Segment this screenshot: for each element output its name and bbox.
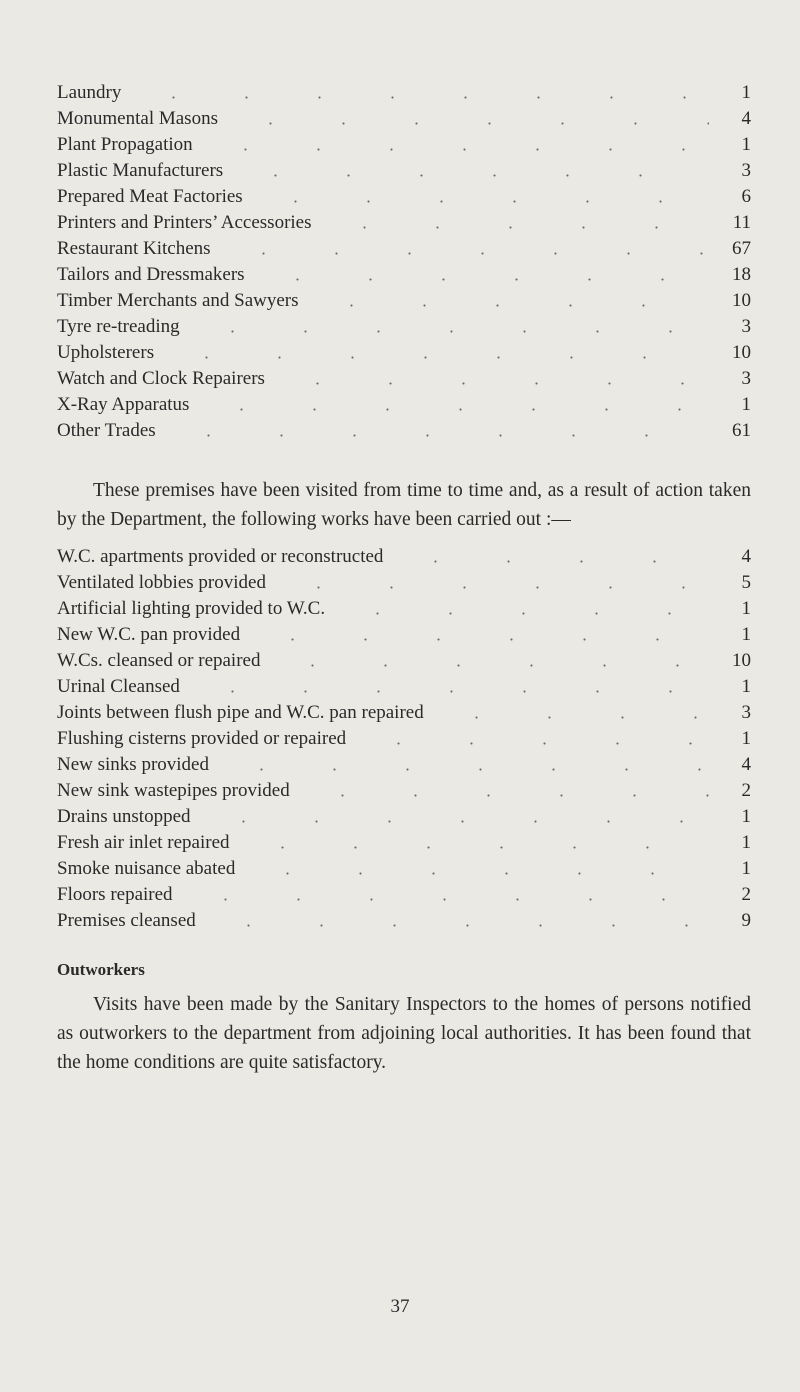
- dot-leader: [234, 113, 709, 125]
- outworkers-heading: Outworkers: [57, 960, 145, 979]
- work-row-label: New W.C. pan provided: [57, 624, 241, 645]
- trade-row-count: 61: [732, 420, 751, 441]
- trade-row-count: 3: [741, 368, 751, 389]
- work-row-label: W.Cs. cleansed or repaired: [57, 650, 261, 671]
- trade-row-label: Monumental Masons: [57, 108, 218, 129]
- work-row: [57, 700, 751, 726]
- trade-row-count: 1: [741, 82, 751, 103]
- dot-leader: [259, 191, 709, 203]
- work-row-label: Ventilated lobbies provided: [57, 572, 266, 593]
- trade-row: [57, 314, 751, 340]
- document-page: [57, 80, 751, 1077]
- trade-row-label: Restaurant Kitchens: [57, 238, 211, 259]
- work-row: [57, 674, 751, 700]
- work-row-count: 2: [741, 884, 751, 905]
- outworkers-paragraph: Visits have been made by the Sanitary Inspectors to the homes of persons notified as outworkers to the department from adjoining local authorities. It has been found that the home conditions are quite satisfactory.: [57, 994, 751, 1073]
- dot-leader: [172, 425, 709, 437]
- work-row-label: W.C. apartments provided or reconstructed: [57, 546, 384, 567]
- work-row-label: Premises cleansed: [57, 910, 196, 931]
- work-row: [57, 622, 751, 648]
- trade-row-label: Other Trades: [57, 420, 156, 441]
- work-row: [57, 882, 751, 908]
- work-row-count: 1: [741, 728, 751, 749]
- work-row-count: 4: [741, 754, 751, 775]
- work-row-count: 10: [732, 650, 751, 671]
- dot-leader: [328, 217, 709, 229]
- work-row-label: Fresh air inlet repaired: [57, 832, 230, 853]
- trade-row-label: X-Ray Apparatus: [57, 394, 190, 415]
- work-row-count: 1: [741, 806, 751, 827]
- trade-row-label: Timber Merchants and Sawyers: [57, 290, 299, 311]
- work-row-label: New sinks provided: [57, 754, 209, 775]
- work-row: [57, 726, 751, 752]
- work-row-count: 3: [741, 702, 751, 723]
- dot-leader: [315, 295, 709, 307]
- trade-row-count: 3: [741, 316, 751, 337]
- dot-leader: [227, 243, 709, 255]
- work-row-label: Artificial lighting provided to W.C.: [57, 598, 326, 619]
- trade-row: [57, 80, 751, 106]
- trade-row: [57, 106, 751, 132]
- trade-row: [57, 392, 751, 418]
- trade-row-label: Plastic Manufacturers: [57, 160, 224, 181]
- dot-leader: [440, 707, 709, 719]
- work-row-label: Smoke nuisance abated: [57, 858, 236, 879]
- trade-row: [57, 236, 751, 262]
- trade-row-count: 67: [732, 238, 751, 259]
- work-row-label: Drains unstopped: [57, 806, 191, 827]
- work-row: [57, 752, 751, 778]
- trade-row-count: 6: [741, 186, 751, 207]
- trade-row: [57, 418, 751, 444]
- dot-leader: [246, 837, 709, 849]
- work-row-count: 1: [741, 676, 751, 697]
- dot-leader: [341, 603, 709, 615]
- work-row-count: 1: [741, 832, 751, 853]
- trade-row-count: 10: [732, 342, 751, 363]
- work-row-count: 4: [741, 546, 751, 567]
- work-row: [57, 778, 751, 804]
- work-row-label: New sink wastepipes provided: [57, 780, 290, 801]
- dot-leader: [256, 629, 709, 641]
- dot-leader: [212, 915, 709, 927]
- trade-row: [57, 184, 751, 210]
- trade-row-label: Upholsterers: [57, 342, 155, 363]
- dot-leader: [281, 373, 709, 385]
- trade-row-label: Watch and Clock Repairers: [57, 368, 265, 389]
- work-row: [57, 830, 751, 856]
- work-row-label: Floors repaired: [57, 884, 173, 905]
- work-row-count: 2: [741, 780, 751, 801]
- dot-leader: [137, 87, 709, 99]
- dot-leader: [362, 733, 709, 745]
- trade-row-count: 11: [732, 212, 751, 233]
- work-row-count: 1: [741, 624, 751, 645]
- trade-row: [57, 132, 751, 158]
- page-number: 37: [390, 1296, 410, 1317]
- work-row: [57, 570, 751, 596]
- dot-leader: [276, 655, 709, 667]
- trades-list: [57, 80, 751, 444]
- dot-leader: [170, 347, 709, 359]
- trade-row-count: 4: [741, 108, 751, 129]
- work-row: [57, 908, 751, 934]
- trade-row: [57, 288, 751, 314]
- dot-leader: [251, 863, 709, 875]
- work-row: [57, 648, 751, 674]
- trade-row-label: Tailors and Dressmakers: [57, 264, 245, 285]
- work-row-label: Joints between flush pipe and W.C. pan repaired: [57, 702, 424, 723]
- dot-leader: [306, 785, 709, 797]
- trade-row-label: Prepared Meat Factories: [57, 186, 243, 207]
- trade-row-label: Plant Propagation: [57, 134, 193, 155]
- dot-leader: [239, 165, 709, 177]
- works-list: [57, 544, 751, 934]
- dot-leader: [225, 759, 709, 771]
- dot-leader: [207, 811, 709, 823]
- work-row-count: 9: [741, 910, 751, 931]
- dot-leader: [205, 399, 709, 411]
- work-row: [57, 804, 751, 830]
- work-row: [57, 544, 751, 570]
- trade-row-count: 1: [741, 394, 751, 415]
- work-row-count: 1: [741, 858, 751, 879]
- dot-leader: [196, 321, 709, 333]
- work-row-label: Urinal Cleansed: [57, 676, 180, 697]
- work-row-count: 1: [741, 598, 751, 619]
- work-row: [57, 856, 751, 882]
- dot-leader: [189, 889, 709, 901]
- work-row-label: Flushing cisterns provided or repaired: [57, 728, 347, 749]
- trade-row-count: 18: [732, 264, 751, 285]
- trade-row: [57, 340, 751, 366]
- trade-row: [57, 262, 751, 288]
- dot-leader: [399, 551, 709, 563]
- trade-row-count: 10: [732, 290, 751, 311]
- works-intro-paragraph: These premises have been visited from time to time and, as a result of action taken by the Department, the following works have been carried out :—: [57, 480, 751, 530]
- dot-leader: [209, 139, 709, 151]
- work-row: [57, 596, 751, 622]
- trade-row-label: Printers and Printers’ Accessories: [57, 212, 312, 233]
- trade-row-label: Tyre re-treading: [57, 316, 180, 337]
- trade-row-count: 1: [741, 134, 751, 155]
- dot-leader: [196, 681, 709, 693]
- trade-row: [57, 210, 751, 236]
- trade-row: [57, 366, 751, 392]
- dot-leader: [261, 269, 709, 281]
- trade-row: [57, 158, 751, 184]
- work-row-count: 5: [741, 572, 751, 593]
- trade-row-count: 3: [741, 160, 751, 181]
- trade-row-label: Laundry: [57, 82, 122, 103]
- dot-leader: [282, 577, 709, 589]
